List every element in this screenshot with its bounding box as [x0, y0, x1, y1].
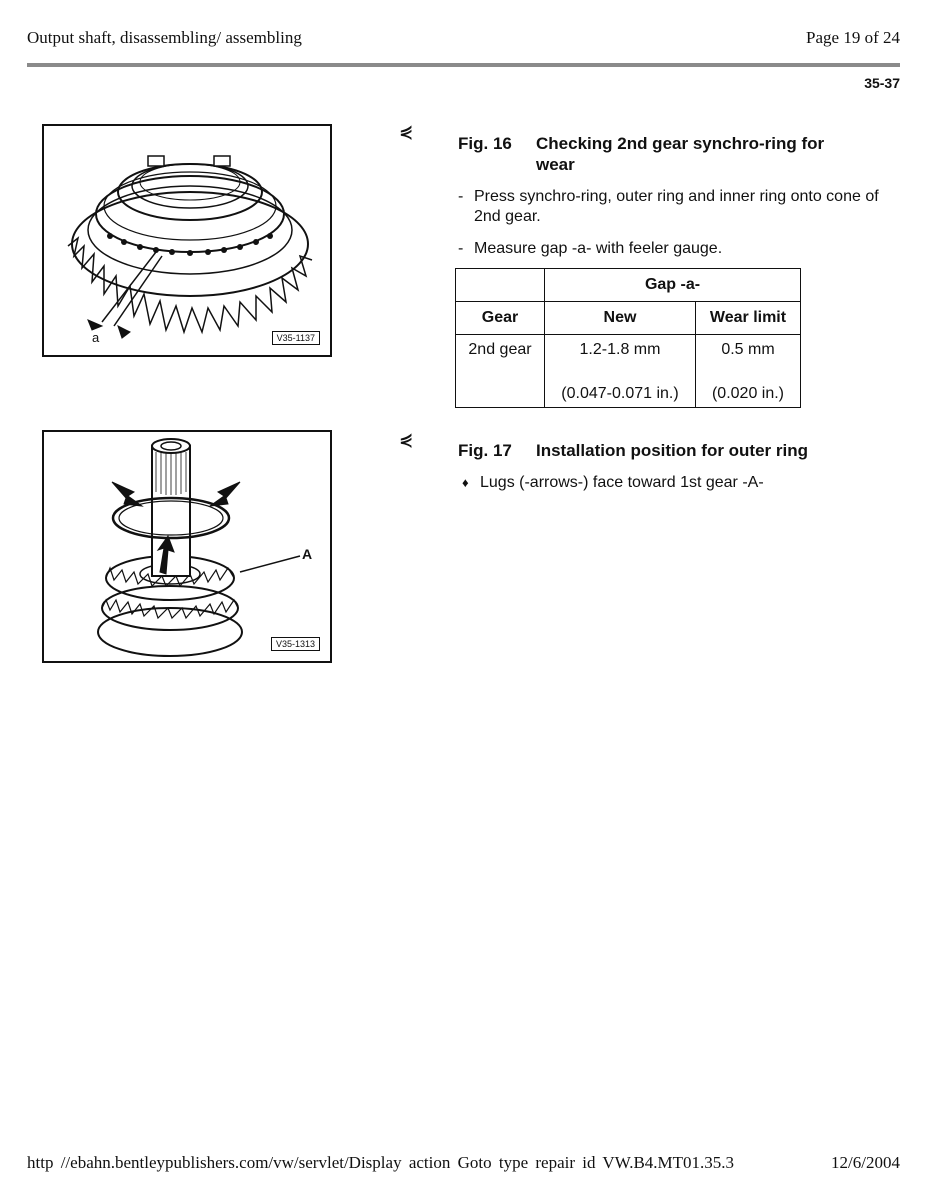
section-number: 35-37: [864, 75, 900, 91]
table-row: [456, 335, 801, 408]
gap-specification-table: [455, 268, 801, 408]
bullet-text: Lugs (-arrows-) face toward 1st gear -A-: [480, 474, 764, 491]
header-divider: [27, 63, 900, 67]
fig16-number: Fig. 16: [458, 134, 512, 153]
step-measure-gap: [458, 239, 888, 259]
column-header-wear-limit: Wear limit: [696, 302, 801, 335]
fig16-image-code: V35-1137: [272, 331, 320, 345]
figure-pointer-icon: ⋞: [399, 430, 414, 449]
fig17-image-code: V35-1313: [271, 637, 320, 651]
fig16-title: Checking 2nd gear synchro-ring for wear: [536, 134, 825, 174]
cell-gear: [456, 335, 545, 408]
fig17-number: Fig. 17: [458, 441, 512, 460]
callout-label-A: A: [302, 546, 313, 562]
new-gap-in: (0.047-0.071 in.): [561, 385, 679, 402]
fig17-title: Installation position for outer ring: [536, 441, 808, 460]
step-dash: -: [458, 240, 464, 257]
outer-ring-shaft-drawing: [44, 432, 330, 661]
footer-date: 12/6/2004: [831, 1153, 900, 1172]
column-header-new: New: [545, 302, 696, 335]
limit-gap-in: (0.020 in.): [711, 385, 785, 402]
step-press-rings: [458, 187, 888, 227]
step-text: Press synchro-ring, outer ring and inner ring onto cone of 2nd gear.: [474, 188, 879, 225]
footer-url: http //ebahn.bentleypublishers.com/vw/servlet/Display action Goto type repair id VW.B4.MT01.35.3: [27, 1153, 735, 1172]
step-text: Measure gap -a- with feeler gauge.: [474, 240, 723, 257]
fig17-caption: [458, 440, 878, 462]
diamond-bullet-icon: ♦: [462, 475, 469, 490]
fig17-illustration: [42, 430, 332, 663]
step-dash: -: [458, 188, 464, 205]
new-gap-mm: 1.2-1.8 mm: [579, 341, 661, 358]
synchro-ring-gear-drawing: [44, 126, 330, 355]
fig16-illustration: [42, 124, 332, 357]
page-header-title: Output shaft, disassembling/ assembling: [27, 28, 302, 47]
limit-gap-mm: 0.5 mm: [721, 341, 775, 358]
table-header-row: [456, 269, 801, 302]
gear-name: 2nd gear: [468, 341, 532, 358]
page-number: Page 19 of 24: [806, 28, 900, 47]
cell-new: [545, 335, 696, 408]
figure-pointer-icon: ⋞: [399, 122, 414, 141]
table-header-blank: [456, 269, 545, 302]
table-group-header: Gap -a-: [545, 269, 801, 302]
table-header-row: [456, 302, 801, 335]
fig16-caption: [458, 133, 878, 177]
cell-wear-limit: [696, 335, 801, 408]
callout-label-a: a: [92, 330, 100, 345]
column-header-gear: Gear: [456, 302, 545, 335]
